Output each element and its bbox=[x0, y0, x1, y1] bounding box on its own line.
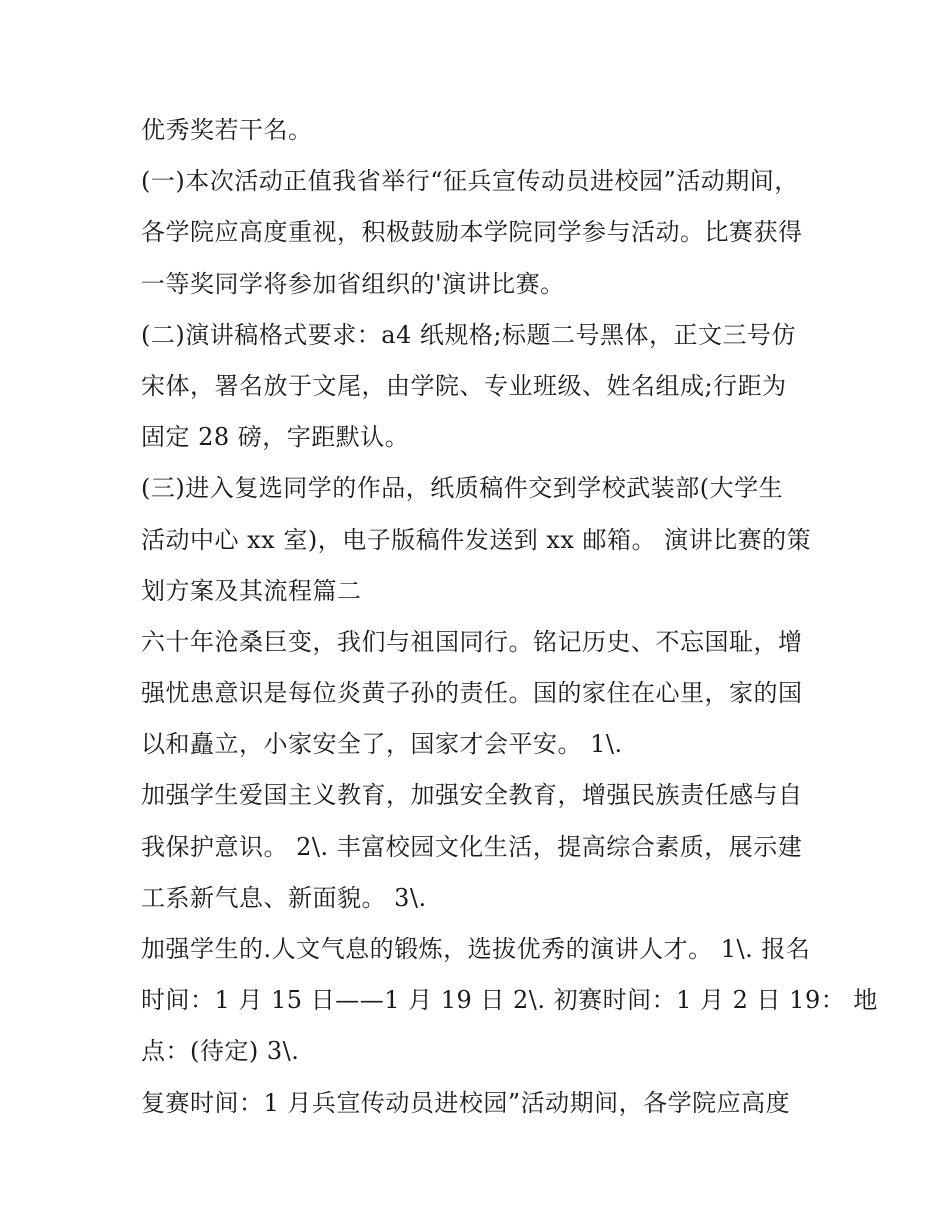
text-line: 点：(待定) 3\. bbox=[141, 1037, 300, 1066]
text-line: 宋体，署名放于文尾，由学院、专业班级、姓名组成;行距为 bbox=[141, 371, 787, 400]
text-line: (三)进入复选同学的作品，纸质稿件交到学校武装部(大学生 bbox=[141, 474, 784, 503]
text-line: 加强学生爱国主义教育，加强安全教育，增强民族责任感与自 bbox=[141, 781, 803, 810]
text-line: 时间：1 月 15 日——1 月 19 日 2\. 初赛时间：1 月 2 日 19： 地 bbox=[141, 986, 878, 1015]
document-body bbox=[141, 105, 878, 1129]
text-line: 各学院应高度重视，积极鼓励本学院同学参与活动。比赛获得 bbox=[141, 218, 803, 247]
text-line: 复赛时间：1 月兵宣传动员进校园”活动期间，各学院应高度 bbox=[141, 1088, 791, 1117]
text-line: 强忧患意识是每位炎黄子孙的责任。国的家住在心里，家的国 bbox=[141, 679, 803, 708]
text-line: 加强学生的.人文气息的锻炼，选拔优秀的演讲人才。 1\. 报名 bbox=[141, 935, 811, 963]
text-line: 一等奖同学将参加省组织的'演讲比赛。 bbox=[141, 269, 565, 298]
text-line: 划方案及其流程篇二 bbox=[141, 576, 362, 605]
text-line: 六十年沧桑巨变，我们与祖国同行。铭记历史、不忘国耻，增 bbox=[141, 627, 803, 656]
text-line: 优秀奖若干名。 bbox=[141, 116, 313, 144]
text-line: (一)本次活动正值我省举行“征兵宣传动员进校园”活动期间， bbox=[141, 167, 799, 196]
text-line: 活动中心 xx 室)，电子版稿件发送到 xx 邮箱。 演讲比赛的策 bbox=[141, 525, 812, 554]
text-line: 我保护意识。 2\. 丰富校园文化生活，提高综合素质，展示建 bbox=[141, 832, 803, 861]
text-line: 工系新气息、新面貌。 3\. bbox=[141, 883, 427, 912]
text-line: (二)演讲稿格式要求：a4 纸规格;标题二号黑体，正文三号仿 bbox=[141, 320, 797, 349]
text-line: 以和矗立，小家安全了，国家才会平安。 1\. bbox=[141, 730, 623, 759]
text-line: 固定 28 磅，字距默认。 bbox=[141, 423, 410, 452]
